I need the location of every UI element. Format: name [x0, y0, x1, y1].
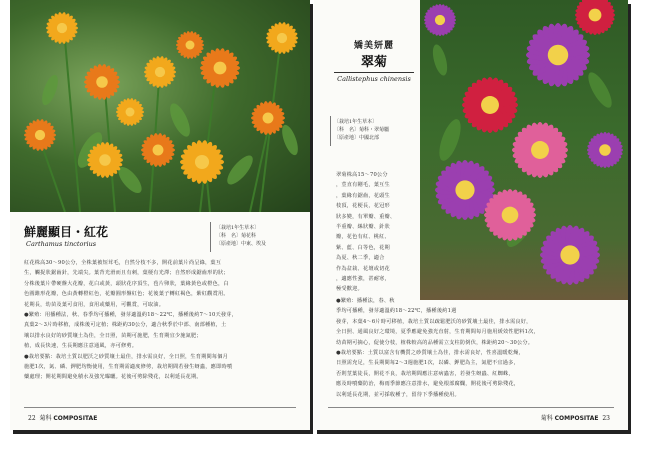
left-body-line: 植，成長快速，生長期應注意通風，亦可修剪。: [24, 343, 138, 350]
left-body-line: 紅花株高30〜90公分，全株葉被短茸毛，自然分枝不多，開花前葉片尚呈綠，葉互: [24, 260, 222, 266]
aster-head: [526, 23, 591, 88]
right-title-block: [328, 38, 420, 83]
right-short-line: 極受歡迎。: [336, 286, 363, 293]
right-page: [314, 0, 628, 430]
left-body-line: 生，觸捉狀鋸齒針，先端尖。葉背光滑而且有刺，葉梗有光澤；自然形成鋸齒形的狀；: [24, 270, 229, 277]
right-body-line: 否則莖葉徒長，開花不良，栽培期間應注意病蟲害，若發生蚜蟲、紅蜘蛛，: [336, 370, 514, 377]
right-family-label: 菊科: [540, 415, 553, 422]
safflower-head: [144, 56, 176, 88]
left-footer: [28, 413, 97, 422]
left-title-prefix: 鮮麗顯目: [24, 225, 73, 239]
left-body: [24, 258, 300, 383]
left-footer-rule: [24, 407, 296, 408]
right-body: [336, 296, 620, 400]
left-info-line: 〔原產地〕中東、埃及: [216, 241, 267, 247]
right-body-line: 全日照、通風良好之環境，夏季應避免強光直射，生育期間每月施用緩效性肥料1次，: [336, 329, 539, 336]
left-body-line: 色圓錐形花瓣，色由黃轉橙紅色，花瓣圓形盤紅色；花後葉子轉紅褐色，紫紅觀賞用。: [24, 291, 229, 298]
left-info-line: 〔科 名〕菊花科: [216, 233, 257, 239]
right-info-line: 〔科 名〕菊科・翠菊屬: [334, 127, 390, 133]
right-body-line: 日照需充足，生長期間每2〜3週施肥1次，以磷、鉀肥為主，氮肥不宜過多，: [336, 360, 519, 367]
right-title: 翠菊: [360, 55, 387, 70]
right-body-line: ●繁殖：播種法，春、秋: [336, 298, 395, 304]
aster-head: [575, 0, 615, 35]
left-body-line: 花期長，幼苗及葉可食用，食用或藥用，可觀賞，可取油。: [24, 301, 165, 308]
right-info-divider: [330, 116, 331, 146]
right-short-line: 作為盆栽、花壇或切花: [336, 265, 390, 272]
safflower-head: [200, 48, 240, 89]
safflower-head: [141, 133, 175, 167]
right-short-line: ，適應性強，甚耐寒，: [336, 276, 390, 283]
safflower-head: [251, 101, 285, 135]
right-body-line: 發芽，本葉4〜6片時可移植，栽培土質以疏鬆肥沃的砂質壤土最佳，排水需良好，: [336, 318, 532, 325]
right-body-line: 季均可播種，發芽適溫約18〜22℃，播種後約1週: [336, 308, 457, 315]
right-footer: [541, 413, 610, 422]
left-page-number: 22: [28, 415, 36, 422]
left-body-line: 藥處理；開花期間避免積水及強光曝曬。花後可剪除殘花，以利延長花期。: [24, 374, 202, 381]
left-title: 鮮麗顯目・紅花: [24, 225, 109, 239]
right-short-body: [336, 170, 418, 295]
left-body-line: ●繁殖：用播種法，秋、春季均可播種，發芽適溫約18〜22℃，播種後約7〜10天發芽，: [24, 312, 238, 319]
right-short-line: ，莖直有剛毛，葉互生: [336, 182, 390, 189]
right-info: [334, 118, 389, 142]
left-info-line: 〔栽培1年生草本〕: [216, 225, 260, 231]
aster-illustration: [420, 0, 628, 300]
right-short-line: 翠菊株高15〜70公分: [336, 172, 388, 178]
safflower-head: [116, 98, 144, 126]
aster-head: [512, 122, 569, 179]
right-body-line: 應及時噴藥防治，梅雨季節應注意排水，避免根部腐爛，開花後可剪除殘花，: [336, 381, 520, 388]
aster-photo: [420, 0, 628, 300]
aster-head: [462, 77, 519, 134]
right-body-line: 以利延長花期，並可採收種子，留待下季播種使用。: [336, 391, 460, 398]
right-footer-rule: [328, 407, 614, 408]
left-body-line: ●栽培要點：栽培土質以肥沃之砂質壤土最佳，排水需良好，全日照，生育期間每個月: [24, 353, 229, 360]
left-info-divider: [210, 222, 211, 252]
left-body-line: 施肥1次，氮、磷、鉀肥均衡使用，生育期需適度修剪，栽培期間若發生蚜蟲，應即時噴: [24, 364, 233, 371]
right-short-line: 為夏、秋二季，適合: [336, 255, 385, 262]
safflower-head: [46, 12, 78, 44]
right-short-line: 半重瓣、絲狀瓣、針狀: [336, 224, 390, 231]
right-latin-name: Callistephus chinensis: [337, 75, 411, 83]
safflower-photo: [10, 0, 310, 212]
right-body-line: 幼苗期可摘心，促使分枝，植株較高的品種需立支柱防倒伏，株距約20〜30公分。: [336, 339, 534, 346]
safflower-head: [180, 140, 224, 185]
safflower-head: [176, 31, 204, 59]
left-body-line: 壤以排水良好的砂質壤土為佳，全日照，苗期可施肥，生育期宜少施氮肥；: [24, 332, 202, 339]
safflower-head: [84, 64, 120, 100]
aster-head: [540, 225, 601, 286]
right-info-line: 〔栽培1年生草本〕: [334, 119, 378, 125]
aster-head: [424, 4, 456, 36]
left-family-latin: COMPOSITAE: [53, 415, 98, 422]
safflower-head: [24, 119, 56, 151]
right-short-line: 瓣，花色有紅、桃紅、: [336, 234, 390, 241]
right-subtitle: 嬌美妍麗: [353, 41, 394, 51]
right-family-latin: COMPOSITAE: [554, 415, 599, 422]
right-page-number: 23: [602, 415, 610, 422]
right-body-line: ●栽培要點：土質以富含有機質之砂質壤土為佳，排水需良好，性喜溫暖乾燥，: [336, 350, 524, 357]
left-body-line: 分株後葉片帶硬盤大花瓣，花白或黃，頭狀花序頂生，苞片卵狀，葉緣黃色或橙色，白: [24, 280, 229, 287]
left-latin-name: Carthamus tinctorius: [26, 240, 97, 248]
right-title-underline: [334, 72, 414, 73]
left-family-label: 菊科: [39, 415, 52, 422]
safflower-head: [266, 22, 298, 54]
right-info-line: 〔原產地〕中國北部: [334, 135, 380, 141]
left-body-line: 真葉2〜3片時移植，成株後可定植；株距約30公分，適合秋季於中部、南部種植，土: [24, 322, 227, 329]
right-short-line: 枝頂，花梗長，花冠形: [336, 203, 390, 210]
aster-head: [587, 132, 623, 168]
right-short-line: 紫、藍、白等色，花期: [336, 244, 390, 251]
safflower-illustration: [10, 0, 310, 212]
left-title-name: 紅花: [84, 225, 109, 239]
right-short-line: 狀多變，有單瓣、重瓣、: [336, 213, 396, 220]
left-page: [10, 0, 310, 430]
left-info: [216, 224, 266, 248]
right-short-line: ，葉緣有鋸齒，花頭生: [336, 192, 390, 199]
